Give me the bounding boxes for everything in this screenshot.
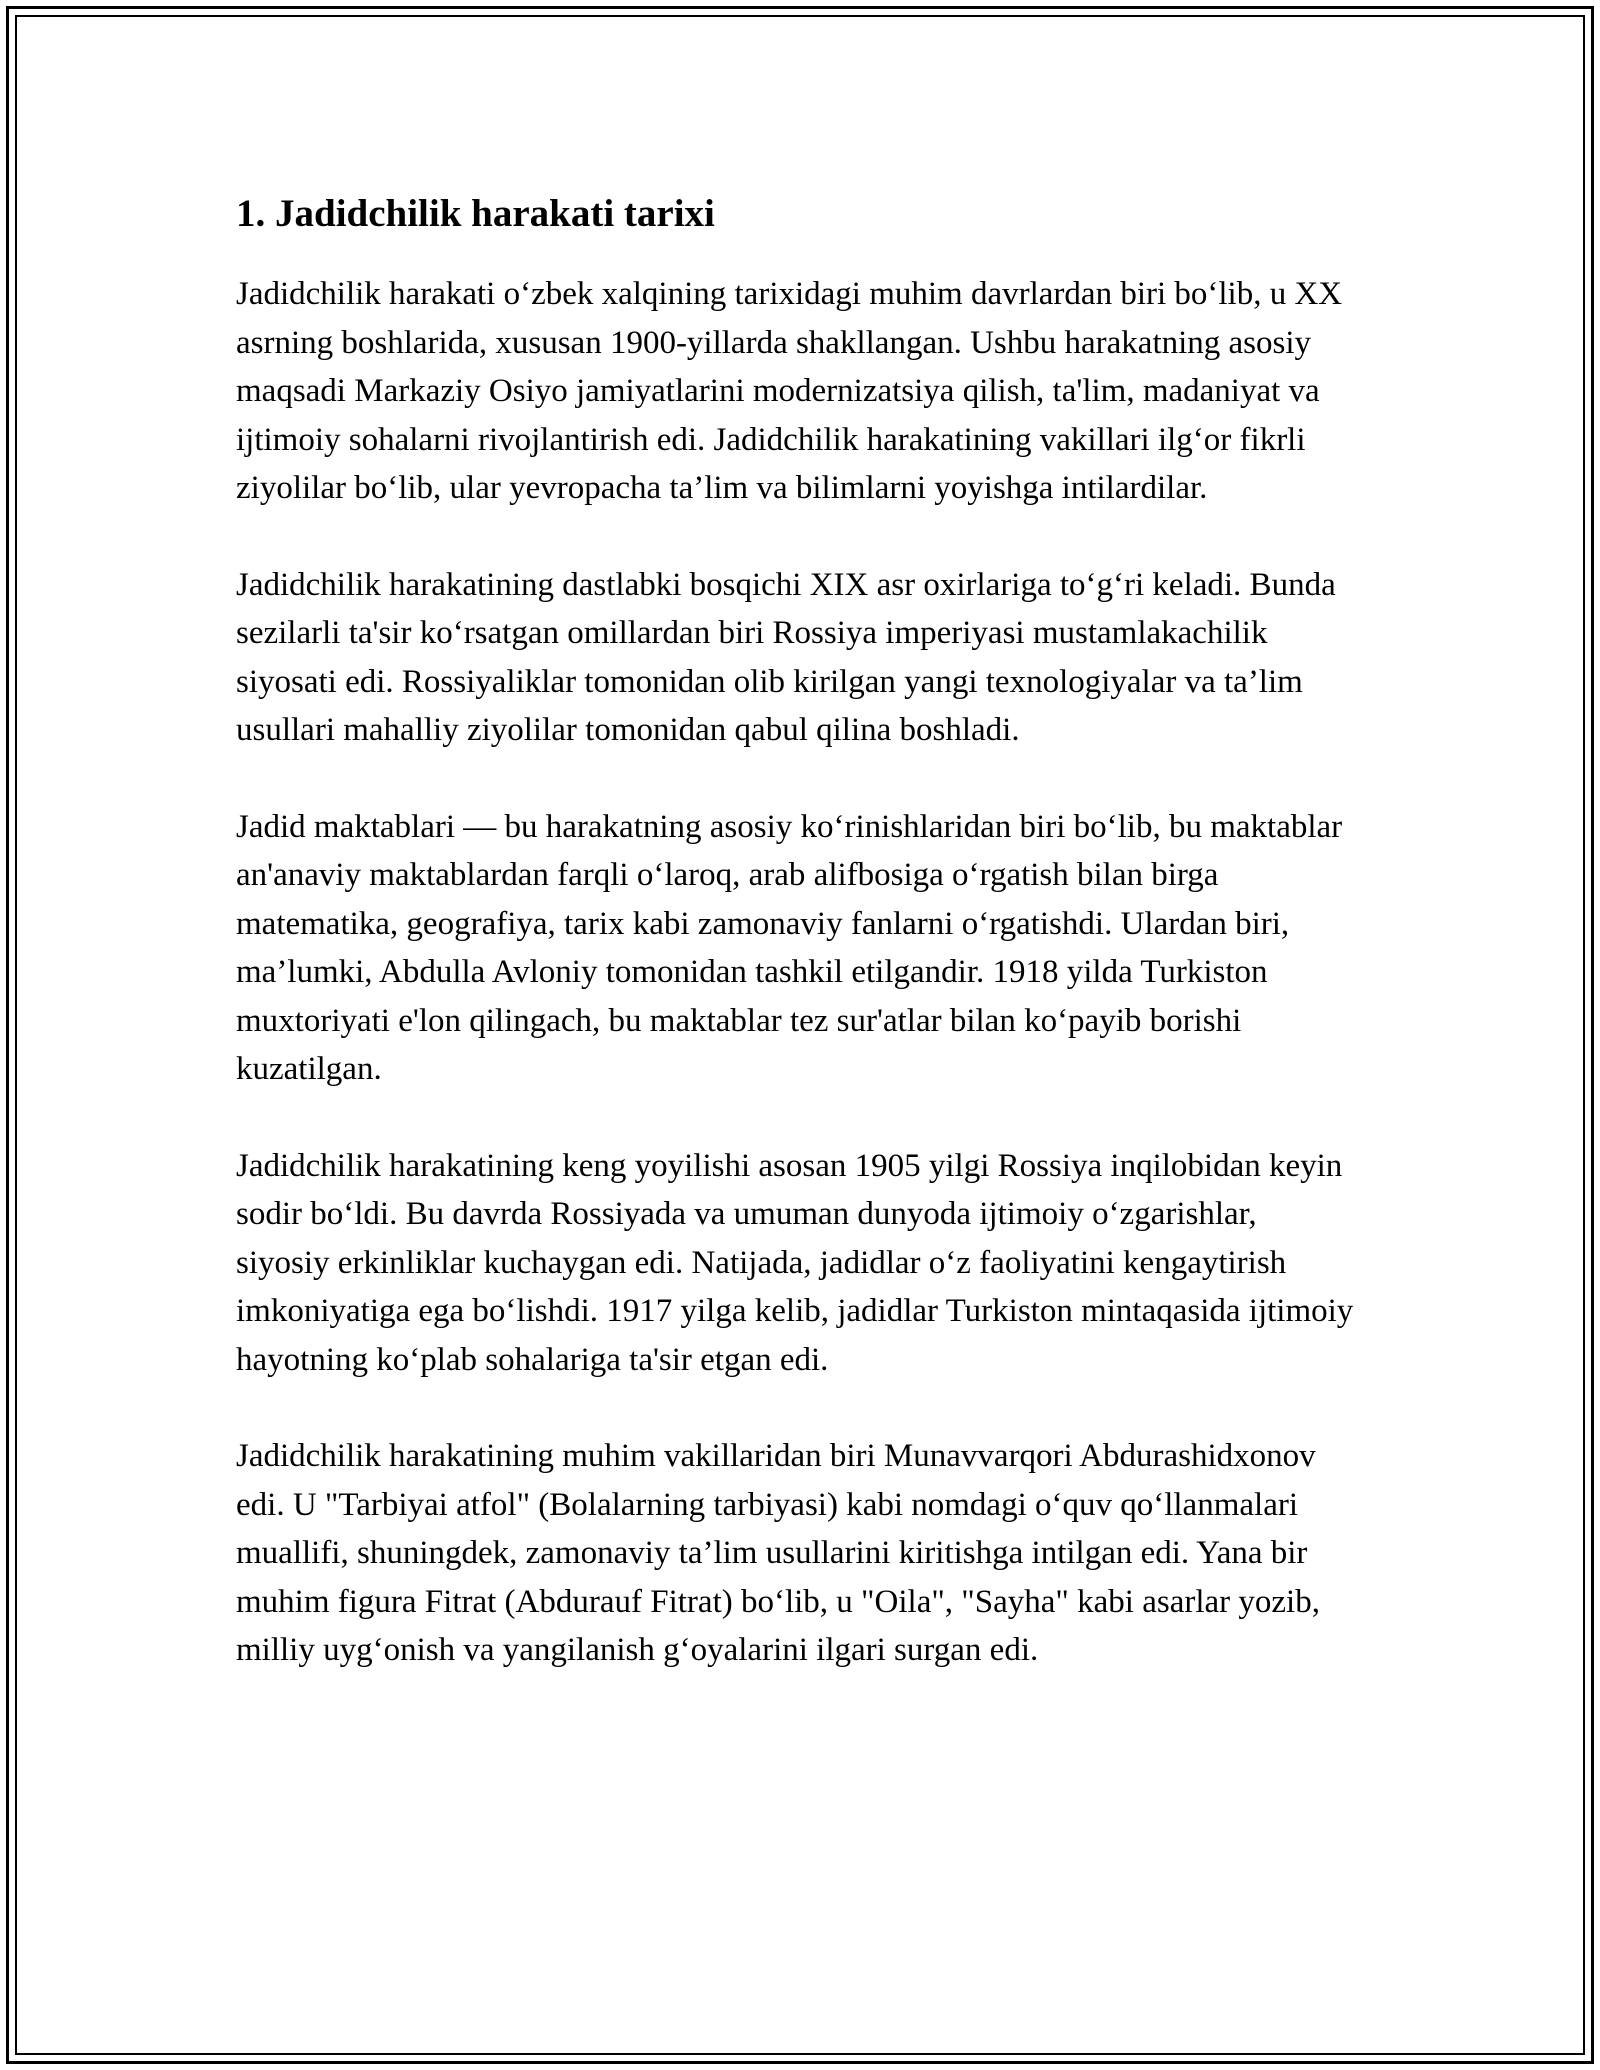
paragraph-2: Jadidchilik harakatining dastlabki bosqichi XIX asr oxirlariga to‘g‘ri keladi. Bunda sezilarli ta'sir ko‘rsatgan omillardan biri Rossiya imperiyasi mustamlakachilik siyosati edi. Rossiyaliklar tomonidan olib kirilgan yangi texnologiyalar va ta’lim usullari mahalliy ziyolilar tomonidan qabul qilina boshladi.	[236, 566, 1336, 748]
document-body	[236, 188, 1356, 1723]
paragraph-1: Jadidchilik harakati o‘zbek xalqining tarixidagi muhim davrlardan biri bo‘lib, u XX asrning boshlarida, xususan 1900-yillarda shakllangan. Ushbu harakatning asosiy maqsadi Markaziy Osiyo jamiyatlarini modernizatsiya qilish, ta'lim, madaniyat va ijtimoiy sohalarni rivojlantirish edi. Jadidchilik harakatining vakillari ilg‘or fikrli ziyolilar bo‘lib, ular yevropacha ta’lim va bilimlarni yoyishga intilardilar.	[236, 276, 1343, 506]
paragraph-4: Jadidchilik harakatining keng yoyilishi asosan 1905 yilgi Rossiya inqilobidan keyin sodir bo‘ldi. Bu davrda Rossiyada va umuman dunyoda ijtimoiy o‘zgarishlar, siyosiy erkinliklar kuchaygan edi. Natijada, jadidlar o‘z faoliyatini kengaytirish imkoniyatiga ega bo‘lishdi. 1917 yilga kelib, jadidlar Turkiston mintaqasida ijtimoiy hayotning ko‘plab sohalariga ta'sir etgan edi.	[236, 1147, 1354, 1378]
paragraph-3: Jadid maktablari — bu harakatning asosiy ko‘rinishlaridan biri bo‘lib, bu maktablar an'anaviy maktablardan farqli o‘laroq, arab alifbosiga o‘rgatish bilan birga matematika, geografiya, tarix kabi zamonaviy fanlarni o‘rgatishdi. Ulardan biri, ma’lumki, Abdulla Avloniy tomonidan tashkil etilgandir. 1918 yilda Turkiston muxtoriyati e'lon qilingach, bu maktablar tez sur'atlar bilan ko‘payib borishi kuzatilgan.	[236, 808, 1343, 1087]
section-heading: 1. Jadidchilik harakati tarixi	[236, 192, 715, 235]
paragraph-5: Jadidchilik harakatining muhim vakillaridan biri Munavvarqori Abdurashidxonov edi. U "Tarbiyai atfol" (Bolalarning tarbiyasi) kabi nomdagi o‘quv qo‘llanmalari muallifi, shuningdek, zamonaviy ta’lim usullarini kiritishga intilgan edi. Yana bir muhim figura Fitrat (Abdurauf Fitrat) bo‘lib, u "Oila", "Sayha" kabi asarlar yozib, milliy uyg‘onish va yangilanish g‘oyalarini ilgari surgan edi.	[236, 1438, 1320, 1668]
